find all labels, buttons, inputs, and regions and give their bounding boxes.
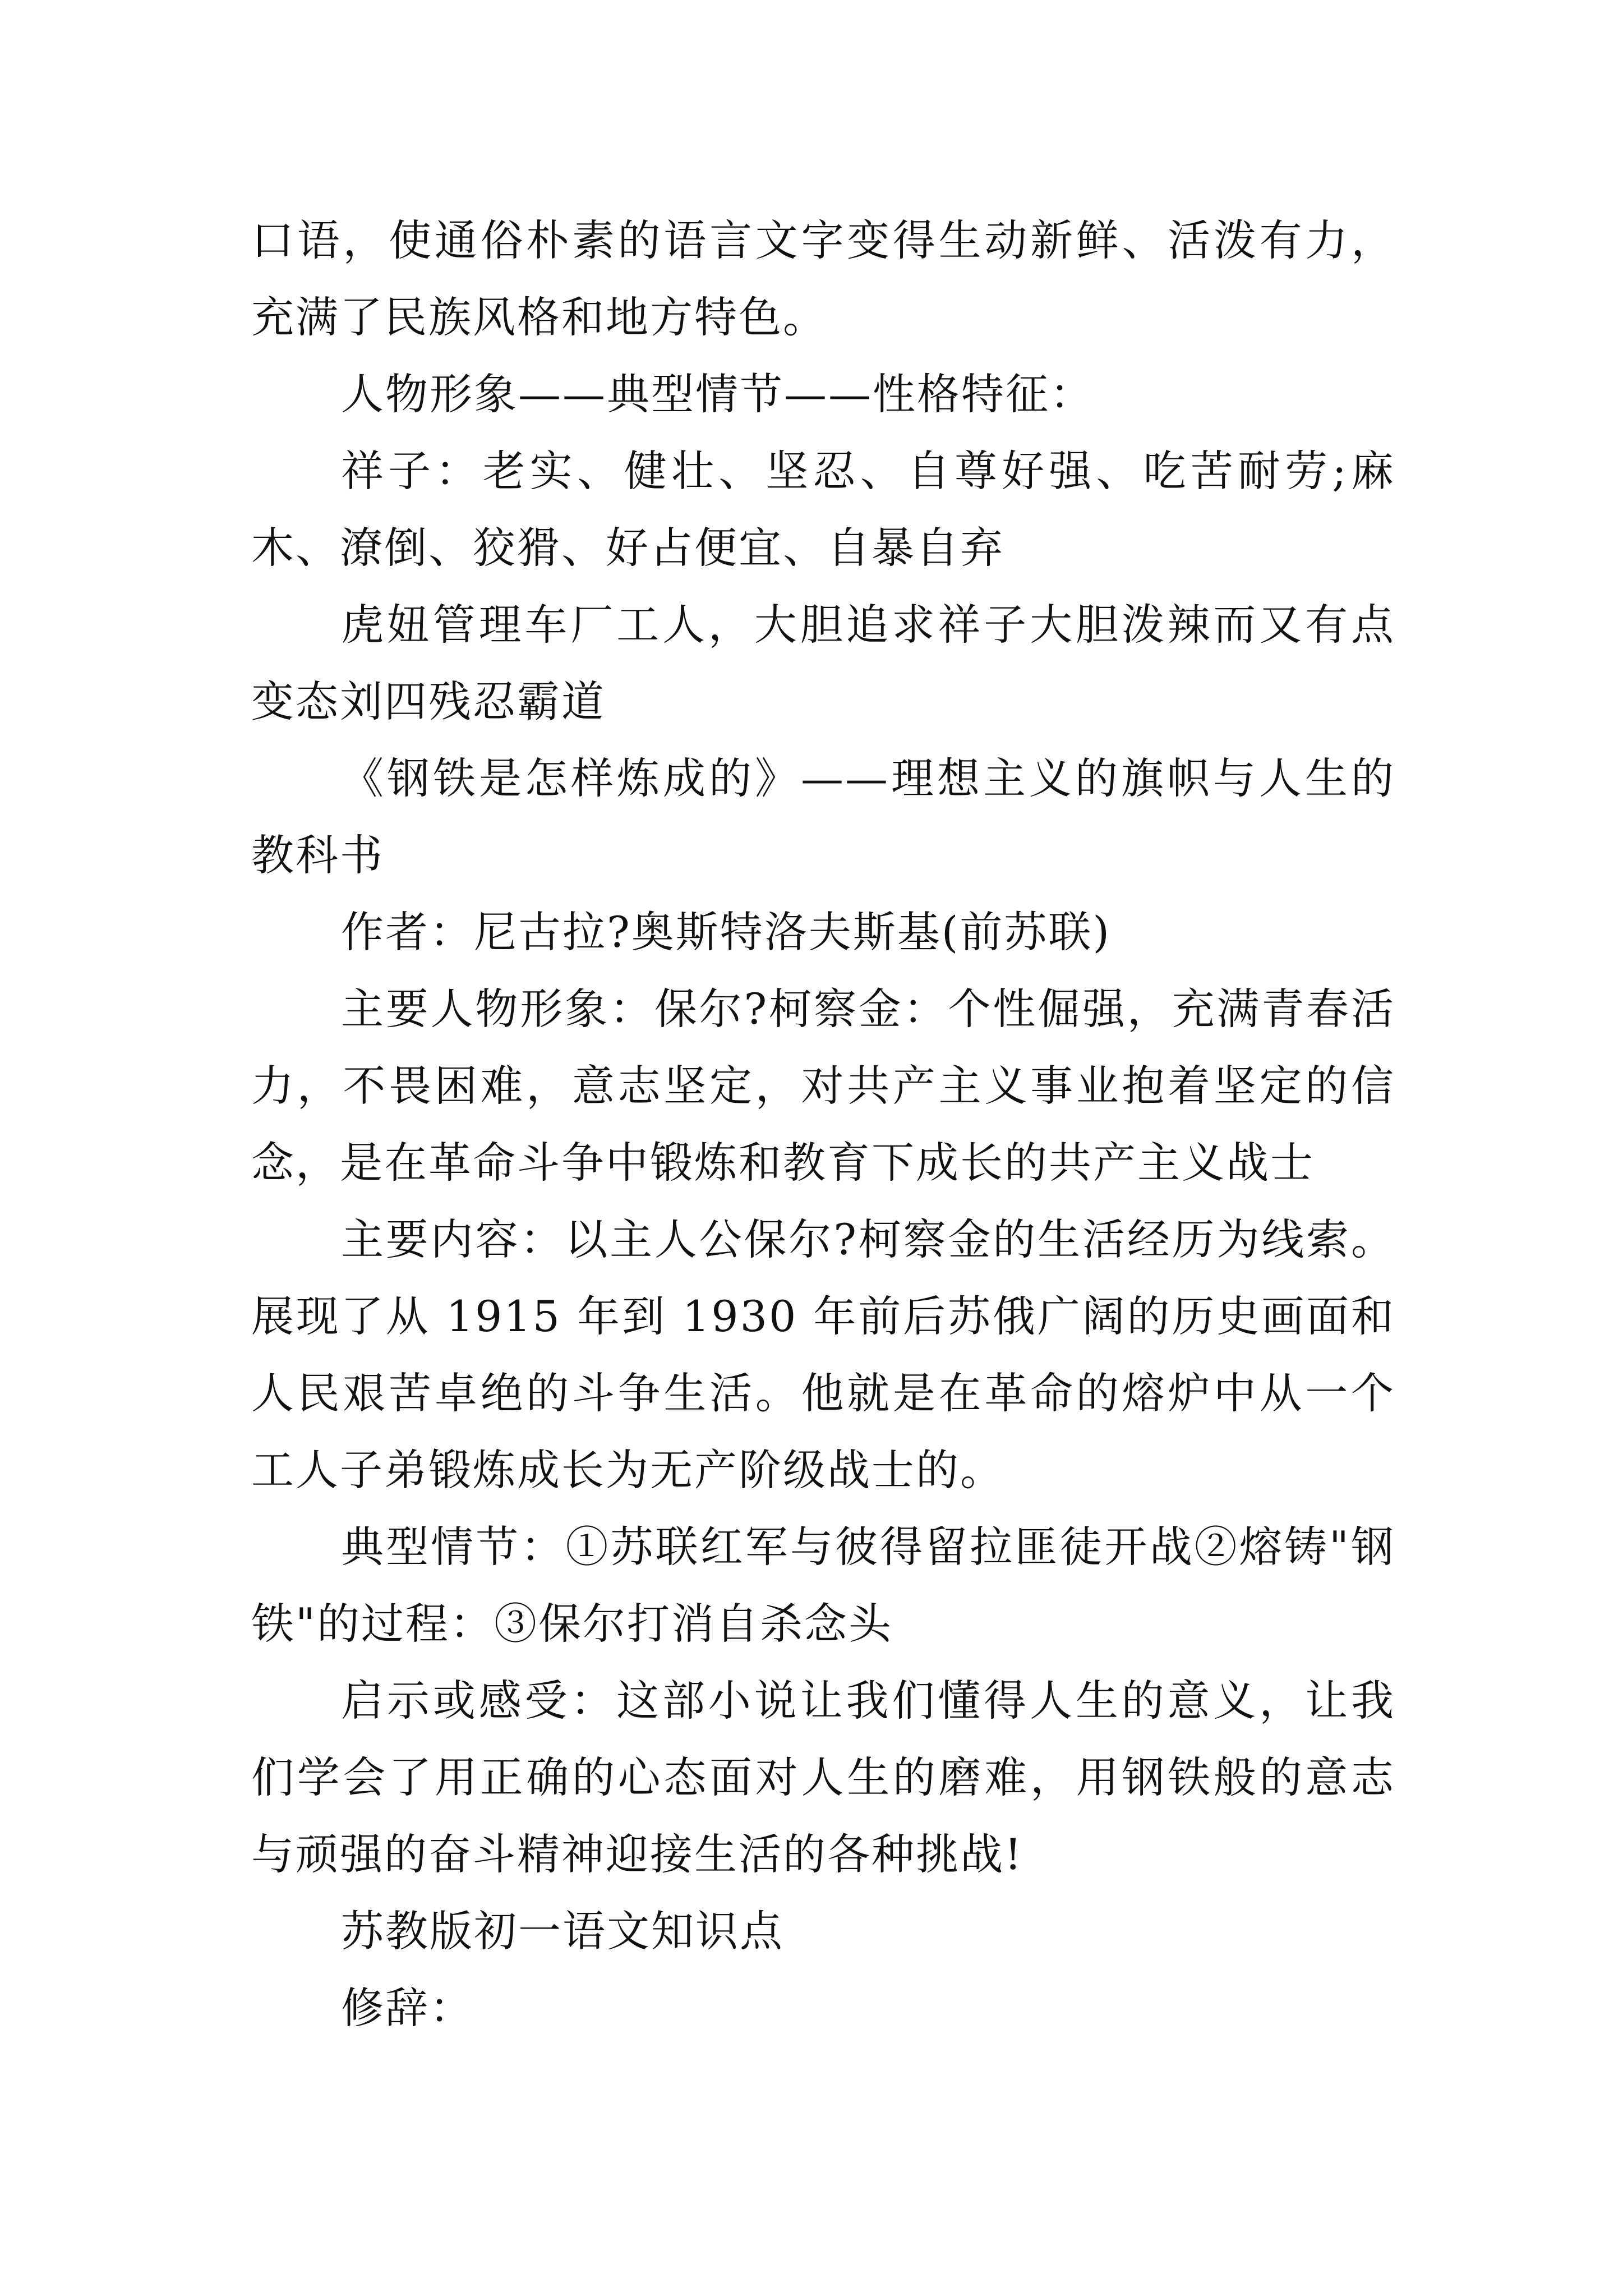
paragraph-11: 苏教版初一语文知识点 <box>341 1906 784 1956</box>
paragraph-3: 祥子：老实、健壮、坚忍、自尊好强、吃苦耐劳;麻木、潦倒、狡猾、好占便宜、自暴自弃 <box>251 446 1395 573</box>
paragraph-6: 作者：尼古拉?奥斯特洛夫斯基(前苏联) <box>341 907 1112 957</box>
paragraph-9: 典型情节：①苏联红军与彼得留拉匪徒开战②熔铸"钢铁"的过程：③保尔打消自杀念头 <box>251 1522 1395 1649</box>
body-text <box>251 202 1395 2046</box>
paragraph-8: 主要内容：以主人公保尔?柯察金的生活经历为线索。展现了从 1915 年到 1930 年前后苏俄广阔的历史画面和人民艰苦卓绝的斗争生活。他就是在革命的熔炉中从一个工人子弟锻炼成长为无产阶级战士的。 <box>251 1214 1395 1495</box>
paragraph-4: 虎妞管理车厂工人，大胆追求祥子大胆泼辣而又有点变态刘四残忍霸道 <box>251 600 1395 726</box>
paragraph-5: 《钢铁是怎样炼成的》——理想主义的旗帜与人生的教科书 <box>251 753 1395 880</box>
paragraph-2: 人物形象——典型情节——性格特征： <box>341 369 1094 419</box>
paragraph-12: 修辞： <box>341 1983 474 2033</box>
paragraph-1: 口语，使通俗朴素的语言文字变得生动新鲜、活泼有力，充满了民族风格和地方特色。 <box>251 215 1395 342</box>
paragraph-10: 启示或感受：这部小说让我们懂得人生的意义，让我们学会了用正确的心态面对人生的磨难，用钢铁般的意志与顽强的奋斗精神迎接生活的各种挑战! <box>251 1676 1395 1879</box>
paragraph-7: 主要人物形象：保尔?柯察金：个性倔强，充满青春活力，不畏困难，意志坚定，对共产主义事业抱着坚定的信念，是在革命斗争中锻炼和教育下成长的共产主义战士 <box>251 984 1395 1188</box>
